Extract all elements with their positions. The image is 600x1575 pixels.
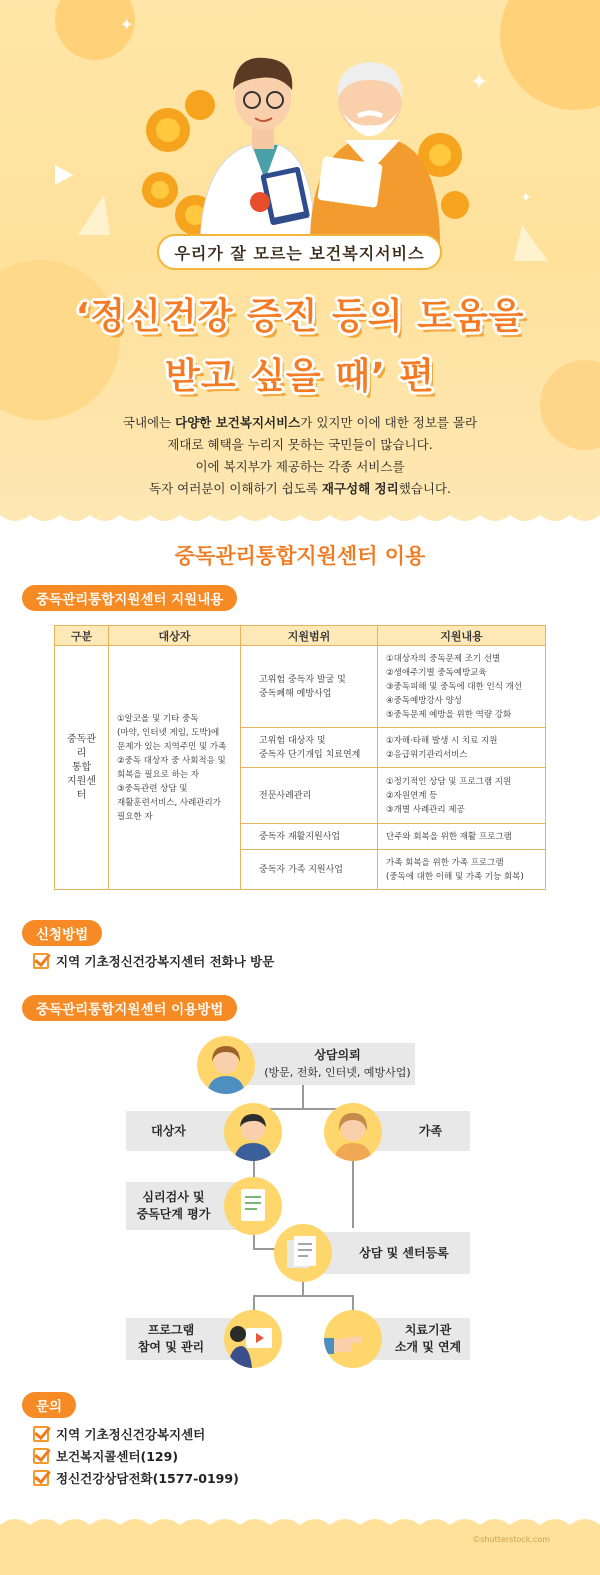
- treatment-label: 소개 및 연계: [394, 1340, 462, 1354]
- program-label: 참여 및 관리: [137, 1340, 205, 1354]
- decor-blob: [500, 0, 600, 110]
- scope-cell: 중독자 재활지원사업: [241, 824, 378, 850]
- test-label: 중독단계 평가: [136, 1207, 211, 1221]
- checkbox-icon: [33, 1470, 49, 1486]
- inquiry-item: [33, 1425, 205, 1443]
- inquiry-item-text: 정신건강상담전화(1577-0199): [56, 1471, 239, 1486]
- apply-item-text: 지역 기초정신건강복지센터 전화나 방문: [56, 954, 275, 969]
- table-header-row: [55, 626, 546, 646]
- consult-sub-label: (방문, 전화, 인터넷, 예방사업): [264, 1066, 411, 1079]
- apply-item: [33, 952, 274, 970]
- consult-box: [240, 1043, 415, 1085]
- flow-connector: [352, 1158, 354, 1228]
- intro-text-line: 이에 복지부가 제공하는 각종 서비스를: [195, 459, 405, 474]
- table-header: 구분: [55, 626, 109, 646]
- content-cell: ①대상자의 중독문제 조기 선별 ②생애주기별 중독예방교육 ③중독피해 및 중독에 대한 인식 개선 ④중독예방강사 양성 ⑤중독문제 예방을 위한 역량 강화: [378, 646, 546, 728]
- intro-text-part: 독자 여러분이 이해하기 쉽도록: [149, 481, 322, 496]
- treatment-label: 치료기관: [404, 1323, 452, 1337]
- checkbox-icon: [33, 953, 49, 969]
- intro-text-emphasis: 재구성해 정리: [321, 481, 399, 496]
- sparkle-icon: ✦: [120, 15, 134, 34]
- main-title-line2: 받고 싶을 때’ 편: [165, 356, 435, 397]
- table-header: 지원범위: [241, 626, 378, 646]
- category-cell: 중독관리 통합 지원센터: [55, 646, 109, 890]
- table-row: [55, 646, 546, 728]
- intro-text-part: 가 있지만 이에 대한 정보를 몰라: [300, 415, 478, 430]
- image-credit: ©shutterstock.com: [472, 1535, 550, 1544]
- content-cell: 단주와 회복을 위한 재활 프로그램: [378, 824, 546, 850]
- target-cell: ①알코올 및 기타 중독 (마약, 인터넷 게임, 도박)에 문제가 있는 지역주민 및 가족 ②중독 대상자 중 사회적응 및 회복을 필요로 하는 자 ③중독관련 상담 및 재활훈련서비스, 사례관리가 필요한 자: [109, 646, 241, 890]
- doctor-and-elder-illustration: [140, 20, 470, 245]
- counselor-avatar-icon: [197, 1036, 255, 1094]
- inquiry-tag: 문의: [22, 1392, 76, 1418]
- scope-cell: 중독자 가족 지원사업: [241, 850, 378, 890]
- family-box: 가족: [356, 1111, 470, 1151]
- wave-divider: [0, 505, 600, 529]
- decor-triangle: [78, 195, 110, 235]
- family-person-icon: [324, 1103, 382, 1161]
- inquiry-item-text: 지역 기초정신건강복지센터: [56, 1427, 206, 1442]
- scope-cell: 고위험 중독자 발굴 및 중독폐해 예방사업: [241, 646, 378, 728]
- main-title-line1: ‘정신건강 증진 등의 도움을: [75, 296, 525, 337]
- flow-connector: [253, 1295, 353, 1297]
- apply-tag: 신청방법: [22, 920, 102, 946]
- intro-text-emphasis: 다양한 보건복지서비스: [175, 415, 301, 430]
- flow-connector: [302, 1083, 304, 1109]
- program-video-icon: [224, 1310, 282, 1368]
- consult-label: 상담의뢰: [314, 1048, 361, 1062]
- inquiry-item: [33, 1469, 239, 1487]
- inquiry-item-text: 보건복지콜센터(129): [56, 1449, 179, 1464]
- section-title: 중독관리통합지원센터 이용: [174, 544, 426, 568]
- checkbox-icon: [33, 1448, 49, 1464]
- register-box: 상담 및 센터등록: [298, 1232, 470, 1274]
- intro-text-part: 국내에는: [122, 415, 176, 430]
- sparkle-icon: ✦: [470, 70, 489, 95]
- inquiry-item: [33, 1447, 178, 1465]
- target-box: 대상자: [126, 1111, 251, 1151]
- target-person-icon: [224, 1103, 282, 1161]
- files-icon: [274, 1224, 332, 1282]
- scope-cell: 전문사례관리: [241, 768, 378, 824]
- pointing-hand-icon: [324, 1310, 382, 1368]
- content-cell: ①자해·타해 발생 시 치료 지원 ②응급위기관리서비스: [378, 728, 546, 768]
- usage-tag: 중독관리통합지원센터 이용방법: [22, 995, 237, 1021]
- support-table: [54, 625, 546, 890]
- content-cell: ①정기적인 상담 및 프로그램 지원 ②자원연계 등 ③개별 사례관리 제공: [378, 768, 546, 824]
- hero-banner: [0, 0, 600, 515]
- bottom-wave-footer: [0, 1515, 600, 1575]
- content-cell: 가족 회복을 위한 가족 프로그램 (중독에 대한 이해 및 가족 기능 회복): [378, 850, 546, 890]
- program-label: 프로그램: [147, 1323, 195, 1337]
- hero-pill-title: 우리가 잘 모르는 보건복지서비스: [157, 234, 442, 270]
- table-header: 대상자: [109, 626, 241, 646]
- table-header: 지원내용: [378, 626, 546, 646]
- intro-text: [0, 412, 600, 500]
- test-label: 심리검사 및: [142, 1190, 205, 1204]
- checkbox-icon: [33, 1426, 49, 1442]
- intro-text-part: 했습니다.: [398, 481, 451, 496]
- decor-triangle: [55, 165, 73, 185]
- intro-text-line: 제대로 혜택을 누리지 못하는 국민들이 많습니다.: [167, 437, 433, 452]
- sparkle-icon: ✦: [520, 190, 532, 206]
- support-tag: 중독관리통합지원센터 지원내용: [22, 585, 237, 611]
- scope-cell: 고위험 대상자 및 중독자 단기개입 치료연계: [241, 728, 378, 768]
- decor-triangle: [514, 225, 548, 261]
- document-icon: [224, 1177, 282, 1235]
